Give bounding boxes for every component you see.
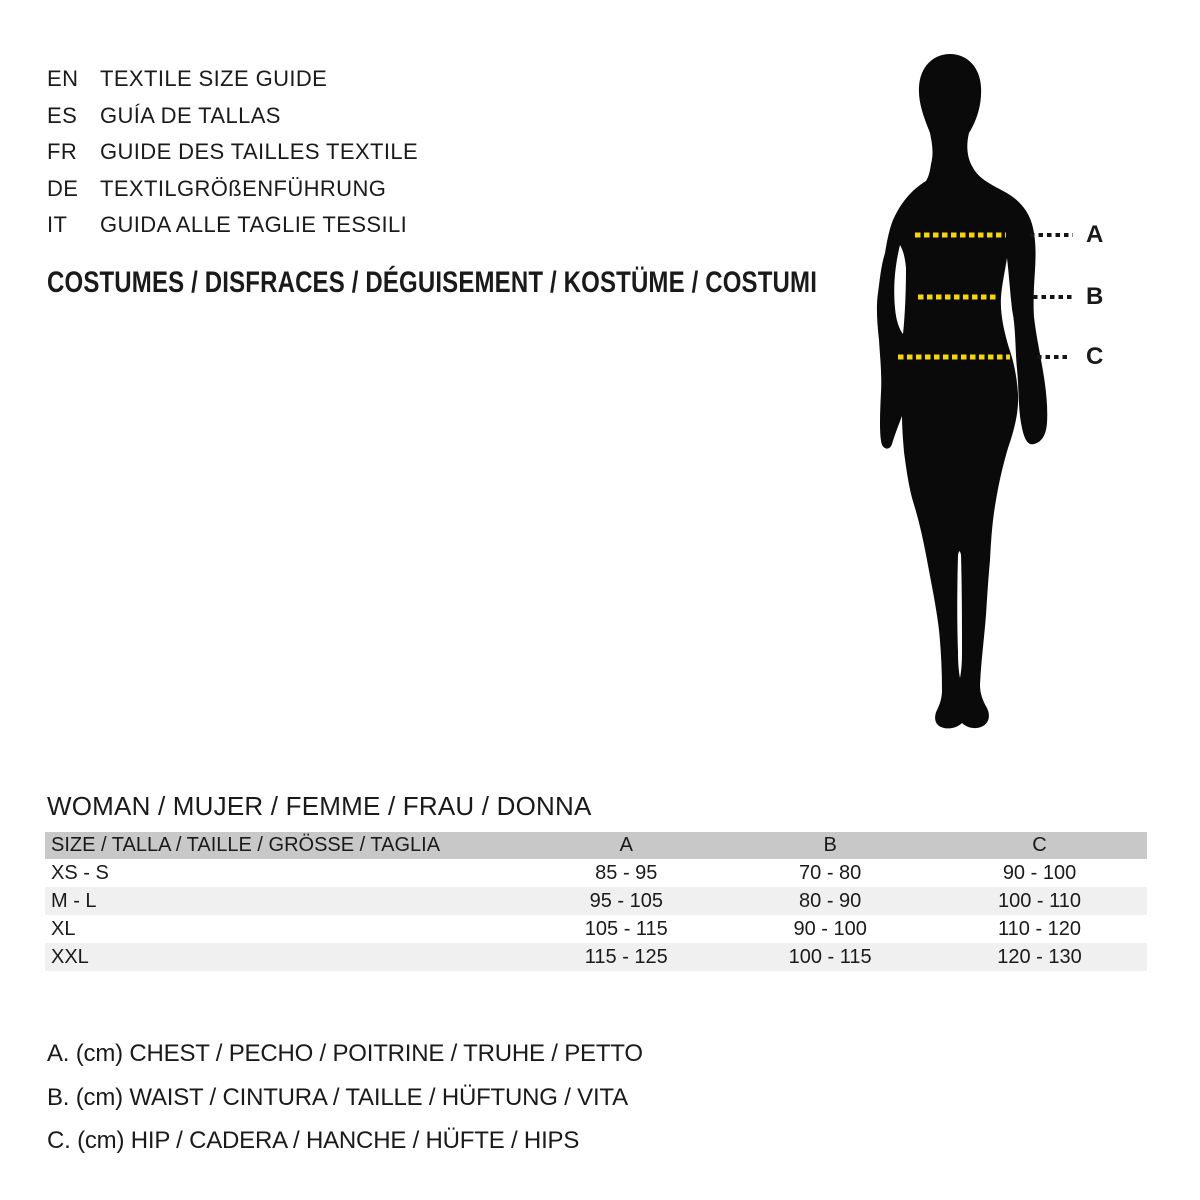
language-row-es [47, 98, 418, 135]
value-cell-c: 100 - 110 [998, 890, 1082, 912]
marker-label-a: A [1086, 221, 1104, 248]
language-label: GUIDE DES TAILLES TEXTILE [100, 139, 419, 164]
table-row-xxl [45, 943, 1147, 971]
table-row-m-l [45, 887, 1147, 915]
header-col-c: C [1032, 834, 1047, 856]
language-row-fr [47, 134, 418, 171]
value-cell-a: 115 - 125 [584, 946, 668, 968]
language-label: TEXTILGRÖßENFÜHRUNG [100, 175, 387, 201]
category-title: COSTUMES / DISFRACES / DÉGUISEMENT / KOSTÜME / COSTUMI [47, 266, 818, 299]
value-cell-b: 70 - 80 [799, 862, 862, 884]
value-cell-c: 90 - 100 [1002, 862, 1077, 884]
language-label: TEXTILE SIZE GUIDE [100, 66, 328, 91]
size-cell: XL [51, 918, 76, 940]
measurement-legend [47, 1032, 643, 1163]
marker-label-b: B [1086, 283, 1104, 310]
section-title-woman: WOMAN / MUJER / FEMME / FRAU / DONNA [47, 791, 592, 821]
silhouette-body [877, 54, 1047, 728]
size-cell: XS - S [51, 862, 109, 884]
language-label: GUÍA DE TALLAS [100, 102, 281, 128]
value-cell-a: 85 - 95 [595, 862, 658, 884]
value-cell-c: 120 - 130 [997, 946, 1082, 968]
size-cell: M - L [51, 890, 97, 912]
value-cell-a: 105 - 115 [584, 918, 668, 940]
legend-item-chest: A. (cm) CHEST / PECHO / POITRINE / TRUHE / PETTO [47, 1040, 643, 1067]
language-list [47, 61, 418, 244]
language-label: GUIDA ALLE TAGLIE TESSILI [100, 212, 408, 237]
language-code: FR [47, 139, 78, 164]
language-code: ES [47, 102, 78, 128]
header-col-a: A [619, 834, 633, 856]
language-code: EN [47, 66, 79, 91]
size-cell: XXL [51, 946, 89, 968]
header-size-column: SIZE / TALLA / TAILLE / GRÖSSE / TAGLIA [51, 834, 441, 856]
language-code: IT [47, 212, 68, 237]
legend-item-hip: C. (cm) HIP / CADERA / HANCHE / HÜFTE / HIPS [47, 1127, 580, 1154]
language-code: DE [47, 175, 79, 201]
value-cell-b: 80 - 90 [799, 890, 862, 912]
language-row-de [47, 171, 418, 208]
value-cell-b: 100 - 115 [788, 946, 872, 968]
value-cell-a: 95 - 105 [589, 890, 663, 912]
value-cell-c: 110 - 120 [998, 918, 1082, 940]
size-table [45, 832, 1147, 971]
language-row-en [47, 61, 418, 98]
header-col-b: B [823, 834, 837, 856]
size-table-header-row [45, 832, 1147, 859]
language-row-it [47, 207, 418, 244]
table-row-xs-s [45, 859, 1147, 887]
value-cell-b: 90 - 100 [793, 918, 867, 940]
table-row-xl [45, 915, 1147, 943]
woman-silhouette-figure [840, 40, 1200, 770]
marker-label-c: C [1086, 343, 1104, 370]
legend-item-waist: B. (cm) WAIST / CINTURA / TAILLE / HÜFTUNG / VITA [47, 1083, 628, 1111]
